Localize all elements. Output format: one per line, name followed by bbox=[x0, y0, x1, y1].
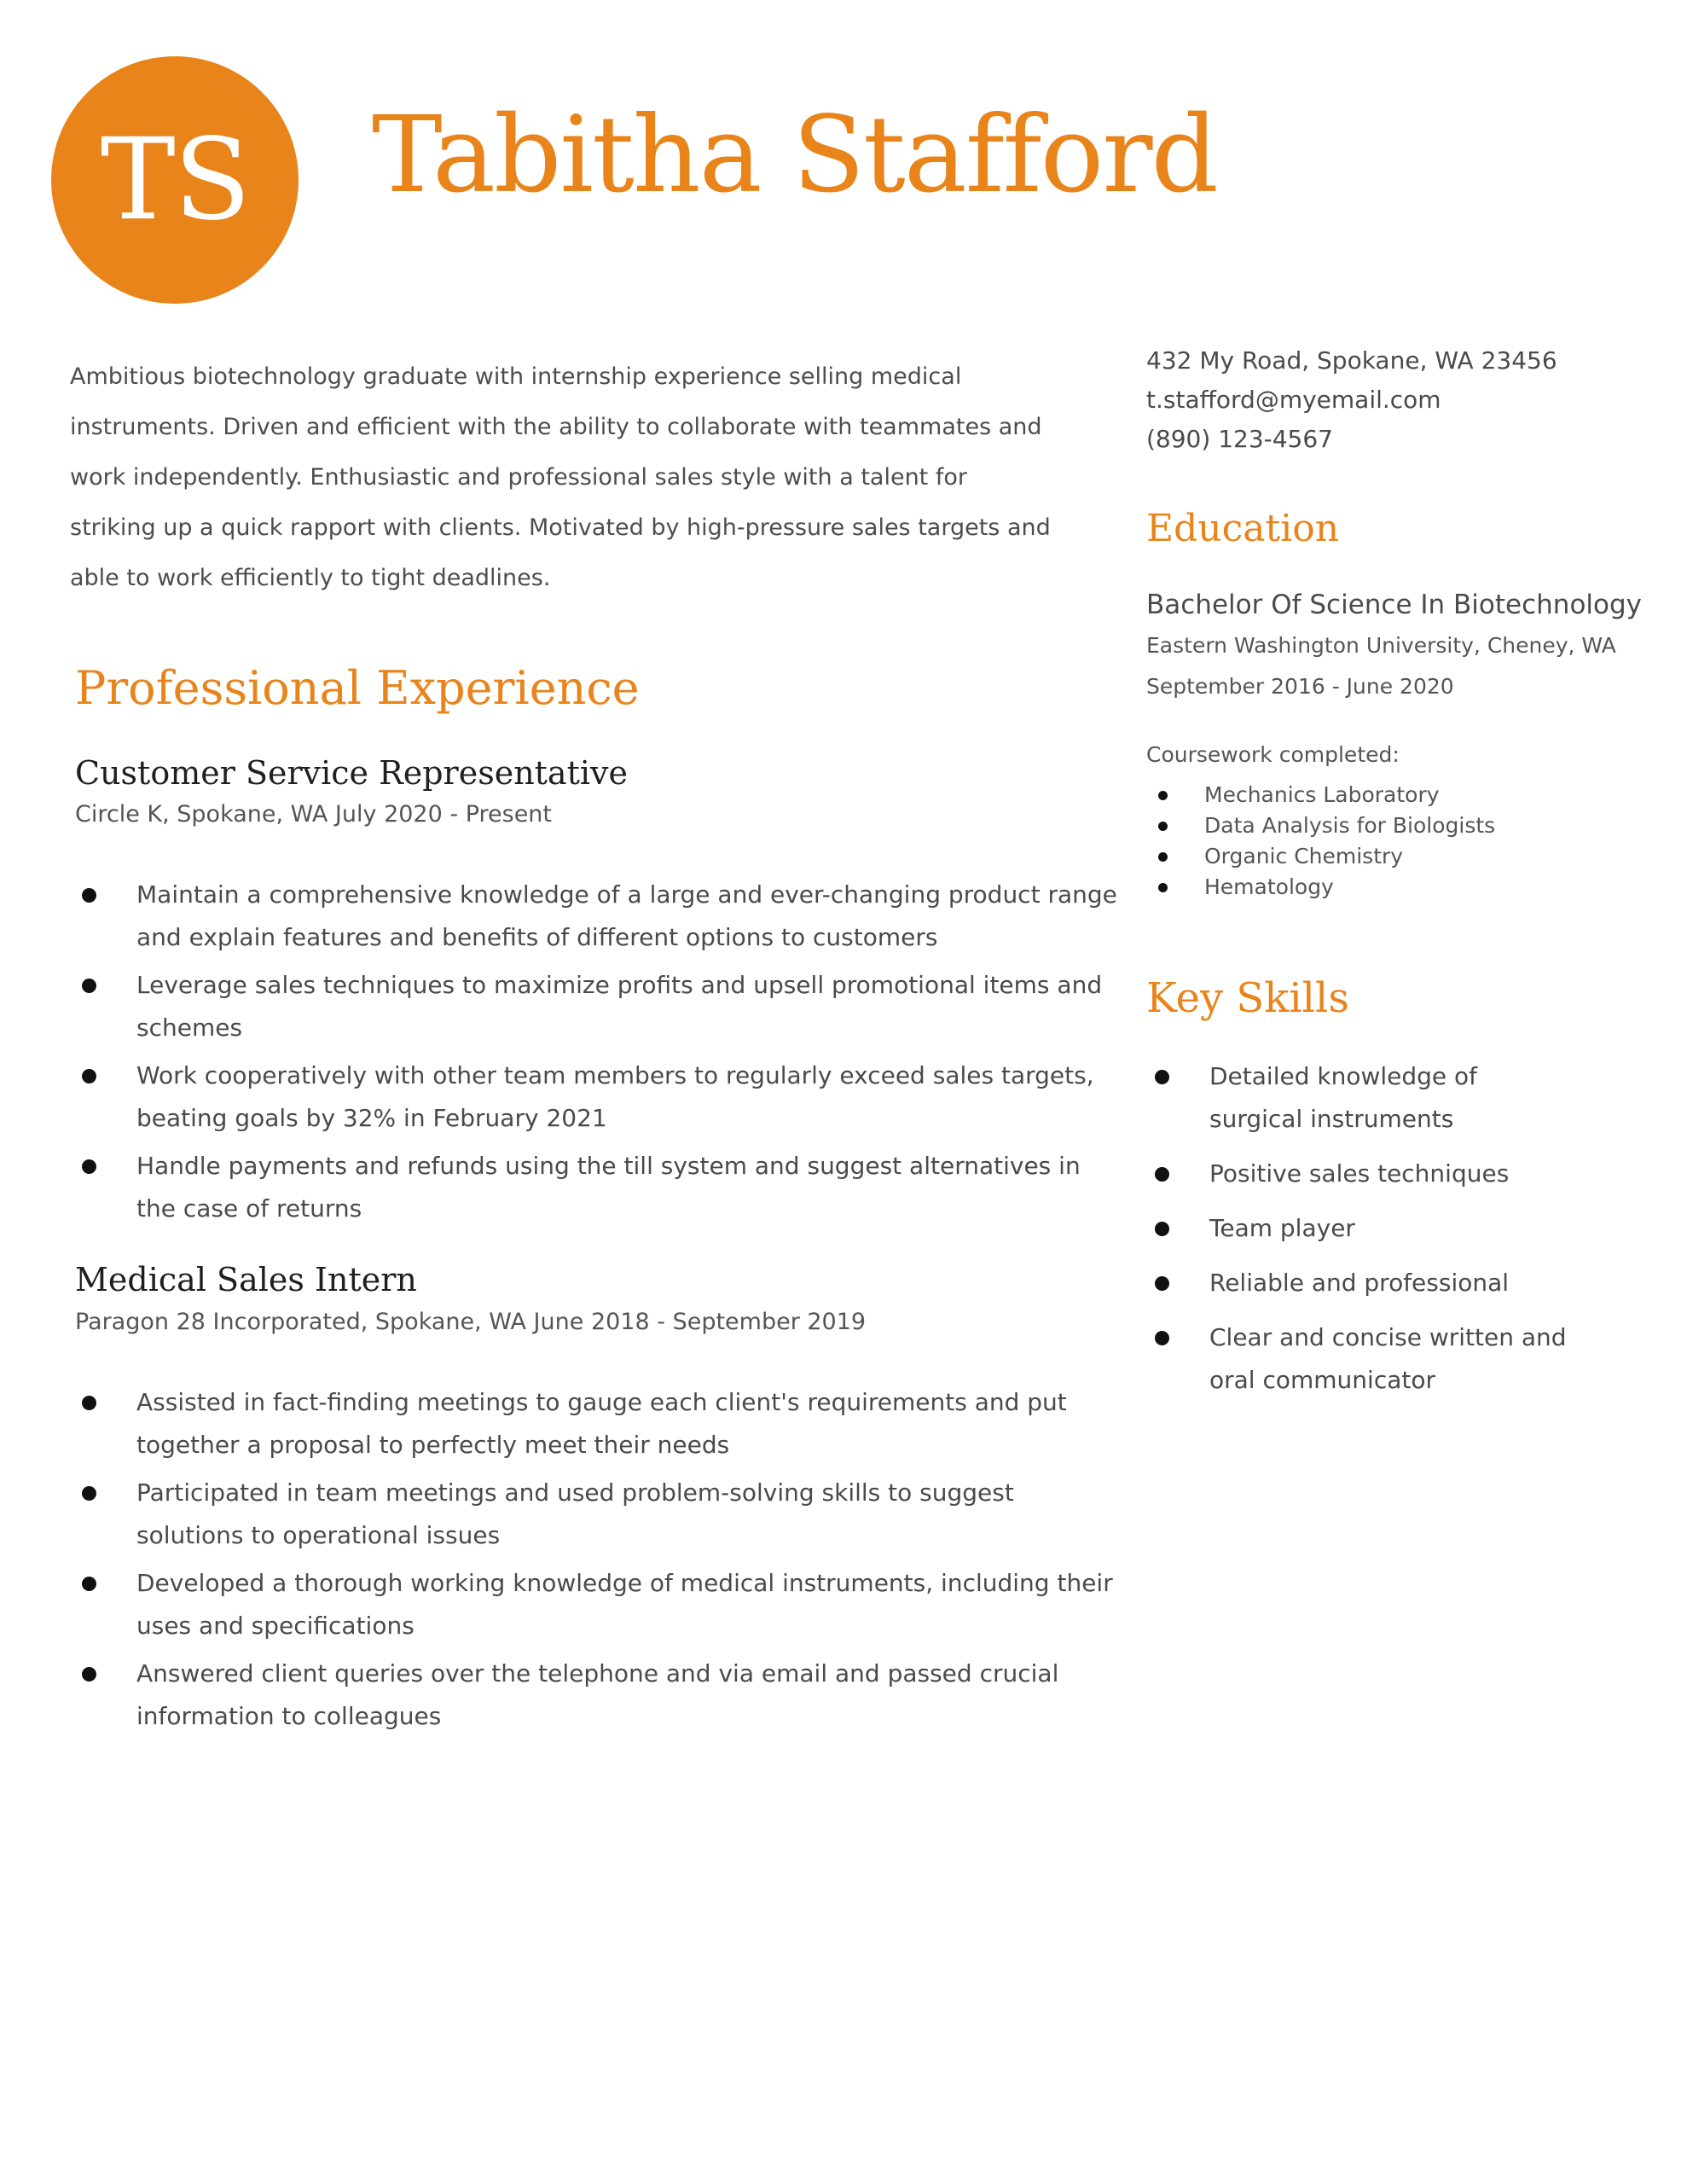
main-column bbox=[70, 351, 1117, 1743]
job-bullet: Maintain a comprehensive knowledge of a large and ever-changing product range and explain features and benefits of different options to customers bbox=[75, 874, 1117, 959]
candidate-name: Tabitha Stafford bbox=[372, 94, 1217, 217]
job-title: Medical Sales Intern bbox=[75, 1261, 417, 1299]
contact-phone: (890) 123-4567 bbox=[1146, 425, 1333, 453]
degree-title: Bachelor Of Science In Biotechnology bbox=[1146, 589, 1643, 620]
job-bullet: Assisted in fact-finding meetings to gauge each client's requirements and put together a proposal to perfectly meet their needs bbox=[75, 1381, 1117, 1467]
profile-summary: Ambitious biotechnology graduate with internship experience selling medical instruments. Driven and efficient with the ability to collaborate with teammates and work independently. Enthusiastic and professional sales style with a talent for striking up a quick rapport with clients. Motivated by high-pressure sales targets and able to work efficiently to tight deadlines. bbox=[70, 363, 1051, 591]
contact-address: 432 My Road, Spokane, WA 23456 bbox=[1146, 346, 1557, 375]
coursework-label: Coursework completed: bbox=[1146, 742, 1400, 768]
job-entry bbox=[75, 752, 1117, 1230]
job-bullet: Work cooperatively with other team members to regularly exceed sales targets, beating goals by 32% in February 2021 bbox=[75, 1054, 1117, 1140]
skill-item: Clear and concise written and oral communicator bbox=[1146, 1316, 1568, 1402]
skill-item: Detailed knowledge of surgical instruments bbox=[1146, 1055, 1568, 1141]
job-bullet: Handle payments and refunds using the till system and suggest alternatives in the case of returns bbox=[75, 1145, 1117, 1230]
job-meta: Paragon 28 Incorporated, Spokane, WA June 2018 - September 2019 bbox=[75, 1308, 867, 1335]
job-bullet: Leverage sales techniques to maximize profits and upsell promotional items and schemes bbox=[75, 964, 1117, 1049]
job-bullet: Developed a thorough working knowledge of medical instruments, including their uses and specifications bbox=[75, 1562, 1117, 1647]
coursework-item: Mechanics Laboratory bbox=[1146, 780, 1658, 810]
contact-block bbox=[1146, 341, 1658, 459]
job-meta: Circle K, Spokane, WA July 2020 - Present bbox=[75, 801, 552, 828]
coursework-item: Data Analysis for Biologists bbox=[1146, 810, 1658, 841]
experience-heading: Professional Experience bbox=[75, 661, 640, 715]
monogram-initials: TS bbox=[100, 114, 250, 246]
skill-item: Positive sales techniques bbox=[1146, 1153, 1568, 1195]
education-dates: September 2016 - June 2020 bbox=[1146, 674, 1454, 700]
school-name: Eastern Washington University, Cheney, WA bbox=[1146, 633, 1616, 659]
job-bullets bbox=[75, 874, 1117, 1230]
education-heading: Education bbox=[1146, 507, 1340, 550]
coursework-item: Organic Chemistry bbox=[1146, 841, 1658, 872]
skills-list bbox=[1146, 1055, 1658, 1402]
monogram-avatar bbox=[51, 56, 299, 304]
skill-item: Team player bbox=[1146, 1207, 1568, 1250]
job-bullet: Participated in team meetings and used problem-solving skills to suggest solutions to operational issues bbox=[75, 1472, 1117, 1557]
skills-heading: Key Skills bbox=[1146, 973, 1350, 1022]
sidebar-column bbox=[1146, 341, 1658, 1414]
coursework-item: Hematology bbox=[1146, 872, 1658, 903]
job-title: Customer Service Representative bbox=[75, 753, 628, 792]
coursework-list bbox=[1146, 780, 1658, 903]
job-bullet: Answered client queries over the telephone and via email and passed crucial information to colleagues bbox=[75, 1653, 1117, 1738]
job-bullets bbox=[75, 1381, 1113, 1738]
skill-item: Reliable and professional bbox=[1146, 1262, 1568, 1304]
job-entry bbox=[75, 1259, 1113, 1737]
contact-email: t.stafford@myemail.com bbox=[1146, 386, 1441, 414]
